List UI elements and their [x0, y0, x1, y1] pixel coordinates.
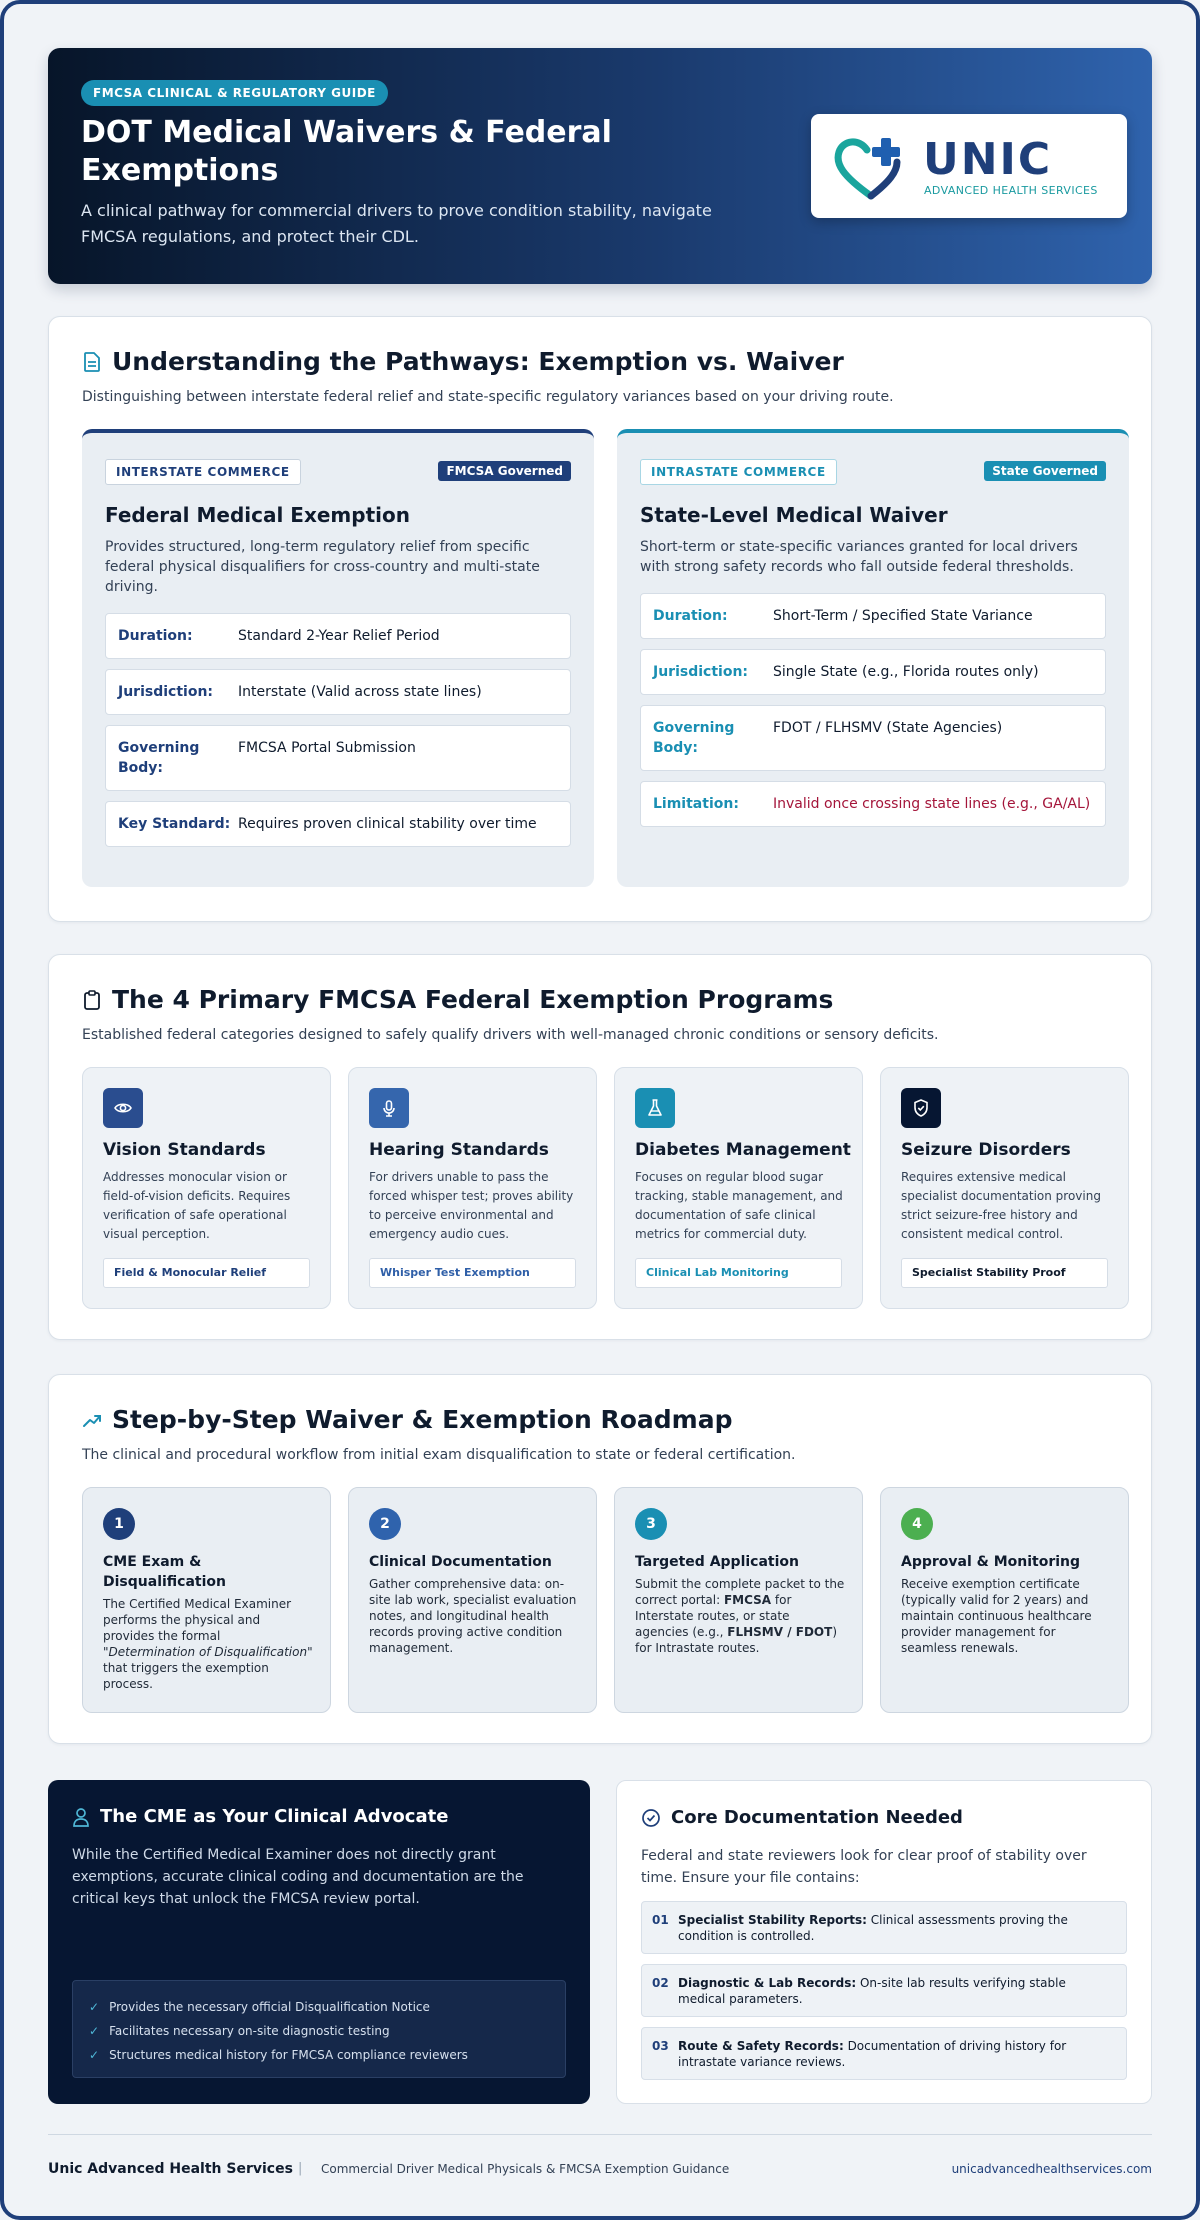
- program-card-seizure: [880, 1067, 1129, 1309]
- logo: [811, 114, 1127, 218]
- programs-title: The 4 Primary FMCSA Federal Exemption Programs: [112, 985, 834, 1014]
- advocate-checklist: [72, 1980, 566, 2078]
- federal-row: [105, 613, 571, 659]
- doc-text: [678, 1975, 1116, 2006]
- row-value: Standard 2-Year Relief Period: [238, 628, 440, 644]
- row-key: Jurisdiction:: [118, 684, 214, 700]
- pathways-section: [48, 316, 1152, 922]
- trending-up-icon: [82, 1409, 102, 1431]
- step-number: 3: [635, 1508, 667, 1540]
- program-card-diabetes: [614, 1067, 863, 1309]
- federal-badge: FMCSA Governed: [438, 461, 571, 481]
- row-key: Key Standard:: [118, 816, 231, 832]
- step-title: Clinical Documentation: [369, 1554, 552, 1570]
- check-icon: ✓: [89, 2024, 100, 2038]
- program-icon-box: [369, 1088, 409, 1128]
- federal-row: [105, 725, 571, 791]
- check-circle-icon: [641, 1808, 661, 1828]
- doc-detail: Documentation of driving history for intrastate variance reviews.: [678, 2039, 1067, 2069]
- logo-tagline: ADVANCED HEALTH SERVICES: [924, 184, 1098, 197]
- row-value: Requires proven clinical stability over time: [238, 816, 537, 832]
- federal-tag: INTERSTATE COMMERCE: [105, 459, 301, 485]
- program-pill: Specialist Stability Proof: [901, 1258, 1108, 1288]
- state-description: Short-term or state-specific variances granted for local drivers with strong safety records who fall outside federal thresholds.: [640, 539, 1078, 575]
- program-description: For drivers unable to pass the forced whisper test; proves ability to perceive environmental and emergency audio cues.: [369, 1170, 574, 1241]
- roadmap-title: Step-by-Step Waiver & Exemption Roadmap: [112, 1405, 733, 1434]
- roadmap-step: [348, 1487, 597, 1713]
- step-title: CME Exam & Disqualification: [103, 1554, 226, 1590]
- docs-description: Federal and state reviewers look for clear proof of stability over time. Ensure your file contains:: [641, 1848, 1087, 1886]
- program-card-hearing: [348, 1067, 597, 1309]
- doc-detail: On-site lab results verifying stable medical parameters.: [678, 1976, 1066, 2006]
- step-description: [369, 1576, 580, 1656]
- program-description: Focuses on regular blood sugar tracking, stable management, and documentation of safe clinical metrics for commercial duty.: [635, 1170, 843, 1241]
- footer-brand: Unic Advanced Health Services: [48, 2161, 293, 2177]
- state-waiver-panel: [617, 429, 1129, 887]
- step-text: Gather comprehensive data: on-site lab work, specialist evaluation notes, and longitudinal health records proving active condition management.: [369, 1577, 577, 1655]
- step-text: ) for Intrastate routes.: [635, 1625, 838, 1655]
- step-number: 1: [103, 1508, 135, 1540]
- doc-number: 02: [652, 1976, 669, 1990]
- pathways-subtitle: Distinguishing between interstate federal relief and state-specific regulatory variances based on your driving route.: [82, 389, 894, 405]
- docs-title: Core Documentation Needed: [671, 1807, 963, 1828]
- checklist-item: [89, 2043, 549, 2067]
- state-row: [640, 705, 1106, 771]
- state-row: [640, 649, 1106, 695]
- row-value-warning: Invalid once crossing state lines (e.g., GA/AL): [773, 796, 1091, 812]
- program-title: Diabetes Management: [635, 1140, 851, 1160]
- doc-text: [678, 2038, 1116, 2069]
- pathways-title: Understanding the Pathways: Exemption vs. Waiver: [112, 347, 844, 376]
- doc-item: [641, 2027, 1127, 2080]
- state-badge: State Governed: [984, 461, 1106, 481]
- row-key: Governing Body:: [653, 720, 735, 756]
- advocate-description: While the Certified Medical Examiner does not directly grant exemptions, accurate clinical coding and documentation are the critical keys that unlock the FMCSA review portal.: [72, 1847, 524, 1907]
- page-title: DOT Medical Waivers & Federal Exemptions: [81, 115, 612, 188]
- programs-header: [82, 985, 833, 1014]
- footer-website-link[interactable]: unicadvancedhealthservices.com: [951, 2162, 1152, 2176]
- core-documentation-panel: [616, 1780, 1152, 2104]
- user-icon: [72, 1807, 90, 1827]
- checklist-text: Facilitates necessary on-site diagnostic testing: [109, 2024, 390, 2038]
- eye-icon: [113, 1098, 133, 1118]
- step-description: [635, 1576, 846, 1656]
- doc-detail: Clinical assessments proving the condition is controlled.: [678, 1913, 1068, 1943]
- docs-list: [641, 1901, 1127, 2080]
- check-icon: ✓: [89, 2000, 100, 2014]
- program-title: Hearing Standards: [369, 1140, 549, 1160]
- step-text: Receive exemption certificate (typically valid for 2 years) and maintain continuous healthcare provider management for seamless renewals.: [901, 1577, 1092, 1655]
- advocate-title: The CME as Your Clinical Advocate: [100, 1806, 449, 1827]
- advocate-header: [72, 1806, 448, 1827]
- row-key: Duration:: [118, 628, 193, 644]
- step-text: that triggers the exemption process.: [103, 1661, 269, 1691]
- docs-header: [641, 1807, 963, 1828]
- program-title: Seizure Disorders: [901, 1140, 1071, 1160]
- federal-title: Federal Medical Exemption: [105, 503, 410, 527]
- state-title: State-Level Medical Waiver: [640, 503, 948, 527]
- hero-tag: FMCSA CLINICAL & REGULATORY GUIDE: [81, 80, 388, 106]
- flask-icon: [645, 1098, 665, 1118]
- roadmap-step: [880, 1487, 1129, 1713]
- heart-cross-logo-icon: [833, 136, 909, 202]
- row-value: Short-Term / Specified State Variance: [773, 608, 1033, 624]
- program-pill: Clinical Lab Monitoring: [635, 1258, 842, 1288]
- footer-separator: |: [298, 2161, 303, 2176]
- federal-row: [105, 801, 571, 847]
- doc-label: Specialist Stability Reports:: [678, 1913, 867, 1927]
- program-icon-box: [635, 1088, 675, 1128]
- page-content: [48, 48, 1152, 2177]
- footer-tagline: Commercial Driver Medical Physicals & FMCSA Exemption Guidance: [321, 2162, 730, 2176]
- document-icon: [82, 351, 102, 373]
- step-number: 2: [369, 1508, 401, 1540]
- clipboard-icon: [82, 989, 102, 1011]
- program-icon-box: [103, 1088, 143, 1128]
- row-key: Duration:: [653, 608, 728, 624]
- program-pill: Whisper Test Exemption: [369, 1258, 576, 1288]
- roadmap-step: [82, 1487, 331, 1713]
- doc-number: 01: [652, 1913, 669, 1927]
- checklist-item: [89, 1995, 549, 2019]
- step-text-bold: FMCSA: [723, 1593, 772, 1607]
- step-text: The Certified Medical Examiner performs the physical and provides the formal: [103, 1597, 292, 1643]
- doc-label: Route & Safety Records:: [678, 2039, 844, 2053]
- footer: [48, 2134, 1152, 2194]
- roadmap-subtitle: The clinical and procedural workflow from initial exam disqualification to state or federal certification.: [82, 1447, 796, 1463]
- programs-subtitle: Established federal categories designed to safely qualify drivers with well-managed chronic conditions or sensory deficits.: [82, 1027, 939, 1043]
- federal-description: Provides structured, long-term regulatory relief from specific federal physical disqualifiers for cross-country and multi-state driving.: [105, 539, 540, 595]
- checklist-text: Provides the necessary official Disqualification Notice: [109, 2000, 430, 2014]
- program-pill: Field & Monocular Relief: [103, 1258, 310, 1288]
- cme-advocate-panel: [48, 1780, 590, 2104]
- checklist-text: Structures medical history for FMCSA compliance reviewers: [109, 2048, 468, 2062]
- microphone-icon: [379, 1098, 399, 1118]
- check-icon: ✓: [89, 2048, 100, 2062]
- doc-label: Diagnostic & Lab Records:: [678, 1976, 857, 1990]
- doc-item: [641, 1901, 1127, 1954]
- step-text: for Interstate routes, or state agencies (e.g.,: [635, 1593, 792, 1639]
- federal-exemption-panel: [82, 429, 594, 887]
- doc-number: 03: [652, 2039, 669, 2053]
- row-value: Interstate (Valid across state lines): [238, 684, 482, 700]
- row-key: Limitation:: [653, 796, 739, 812]
- programs-section: [48, 954, 1152, 1340]
- hero-banner: [48, 48, 1152, 284]
- program-description: Addresses monocular vision or field-of-vision deficits. Requires verification of safe operational visual perception.: [103, 1170, 291, 1241]
- step-description: [103, 1596, 314, 1692]
- state-rows: [640, 593, 1106, 827]
- step-text-italic: "Determination of Disqualification": [103, 1645, 313, 1659]
- program-icon-box: [901, 1088, 941, 1128]
- state-tag: INTRASTATE COMMERCE: [640, 459, 837, 485]
- row-key: Jurisdiction:: [653, 664, 749, 680]
- pathways-header: [82, 347, 844, 376]
- logo-wordmark: UNIC: [923, 134, 1053, 185]
- doc-item: [641, 1964, 1127, 2017]
- step-title: Targeted Application: [635, 1554, 799, 1570]
- federal-rows: [105, 613, 571, 847]
- step-title: Approval & Monitoring: [901, 1554, 1081, 1570]
- step-number: 4: [901, 1508, 933, 1540]
- checklist-item: [89, 2019, 549, 2043]
- roadmap-step: [614, 1487, 863, 1713]
- federal-row: [105, 669, 571, 715]
- program-description: Requires extensive medical specialist documentation proving strict seizure-free history and consistent medical control.: [901, 1170, 1101, 1241]
- step-description: [901, 1576, 1112, 1656]
- program-card-vision: [82, 1067, 331, 1309]
- state-row: [640, 781, 1106, 827]
- roadmap-header: [82, 1405, 732, 1434]
- program-title: Vision Standards: [103, 1140, 266, 1160]
- roadmap-section: [48, 1374, 1152, 1744]
- row-key: Governing Body:: [118, 740, 200, 776]
- doc-text: [678, 1912, 1116, 1943]
- row-value: Single State (e.g., Florida routes only): [773, 664, 1039, 680]
- shield-icon: [911, 1098, 931, 1118]
- step-text: Submit the complete packet to the correct portal:: [635, 1577, 845, 1607]
- row-value: FDOT / FLHSMV (State Agencies): [773, 720, 1003, 736]
- state-row: [640, 593, 1106, 639]
- step-text-bold: FLHSMV / FDOT: [727, 1625, 833, 1639]
- hero-subtitle: A clinical pathway for commercial drivers to prove condition stability, navigate FMCSA regulations, and protect their CDL.: [81, 201, 712, 246]
- row-value: FMCSA Portal Submission: [238, 740, 416, 756]
